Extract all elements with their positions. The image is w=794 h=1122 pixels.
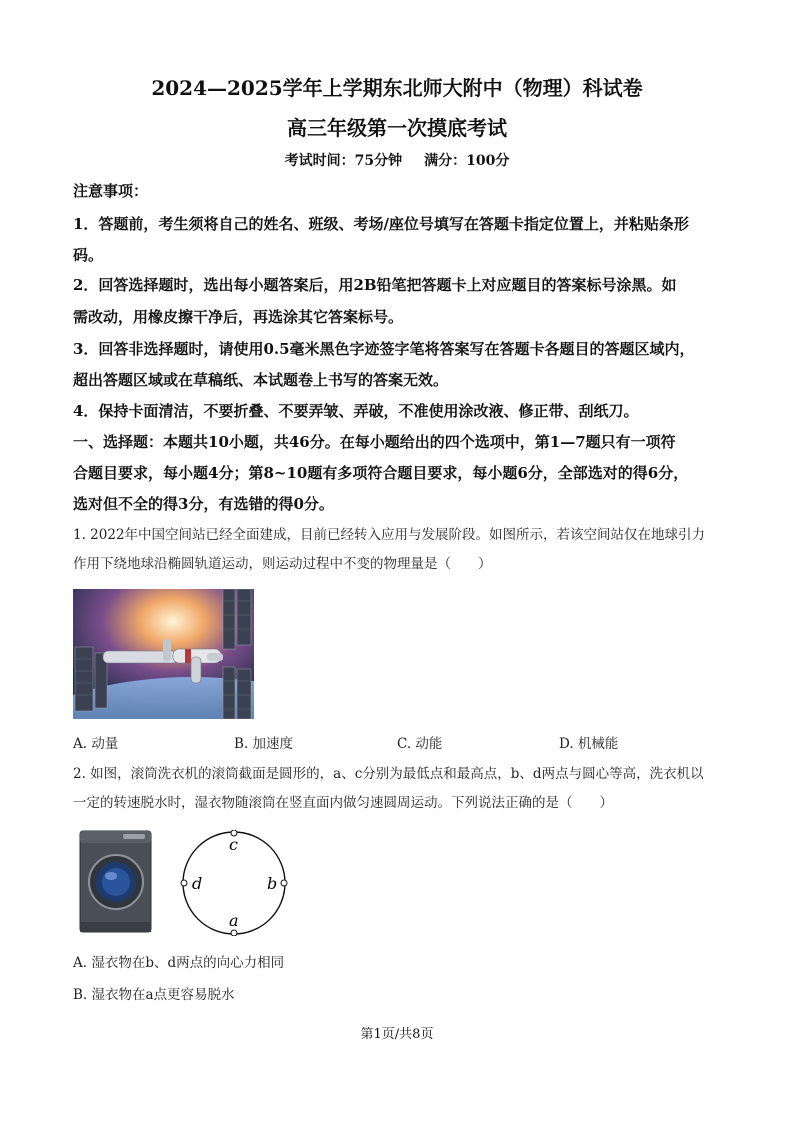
exam-title: 2024—2025学年上学期东北师大附中（物理）科试卷: [151, 76, 643, 100]
washing-machine-image: [79, 830, 152, 933]
q2-stem-line: 一定的转速脱水时，湿衣物随滚筒在竖直面内做匀速圆周运动。下列说法正确的是（ ）: [73, 795, 613, 811]
note-line: 4．保持卡面清洁，不要折叠、不要弄皱、弄破，不准使用涂改液、修正带、刮纸刀。: [73, 402, 639, 420]
space-station-image: [73, 589, 254, 719]
exam-subtitle: 高三年级第一次摸底考试: [287, 116, 507, 140]
point-d-label: d: [192, 874, 203, 893]
page-footer: 第1页/共8页: [360, 1027, 434, 1042]
q1-option-d[interactable]: D. 机械能: [559, 736, 619, 752]
point-a-label: a: [229, 911, 239, 930]
note-line: 码。: [73, 246, 104, 264]
note-line: 1．答题前，考生须将自己的姓名、班级、考场/座位号填写在答题卡指定位置上，并粘贴条形: [73, 215, 689, 233]
note-line: 超出答题区域或在草稿纸、本试题卷上书写的答案无效。: [73, 371, 449, 389]
note-line: 需改动，用橡皮擦干净后，再选涂其它答案标号。: [73, 308, 404, 326]
q2-option-b[interactable]: B. 湿衣物在a点更容易脱水: [73, 987, 235, 1003]
q2-option-a[interactable]: A. 湿衣物在b、d两点的向心力相同: [73, 955, 285, 971]
exam-time: 考试时间：75分钟: [284, 153, 403, 169]
exam-info: [0, 150, 794, 170]
section-line: 选对但不全的得3分，有选错的得0分。: [73, 495, 334, 513]
q2-stem-line: 2. 如图，滚筒洗衣机的滚筒截面是圆形的，a、c分别为最低点和最高点，b、d两点与圆心等高，洗衣机以: [73, 766, 704, 782]
point-c-label: c: [229, 835, 238, 854]
q1-option-c[interactable]: C. 动能: [397, 736, 443, 752]
drum-cross-section-diagram: [176, 830, 292, 936]
notes-heading: 注意事项：: [73, 182, 149, 200]
section-line: 一、选择题：本题共10小题，共46分。在每小题给出的四个选项中，第1—7题只有一项符: [73, 433, 676, 451]
note-line: 3．回答非选择题时，请使用0.5毫米黑色字迹签字笔将答案写在答题卡各题目的答题区域内，: [73, 340, 695, 358]
q1-option-a[interactable]: A. 动量: [73, 736, 119, 752]
section-line: 合题目要求，每小题4分；第8~10题有多项符合题目要求，每小题6分，全部选对的得6分，: [73, 464, 689, 482]
q1-stem-line: 作用下绕地球沿椭圆轨道运动，则运动过程中不变的物理量是（ ）: [73, 556, 492, 572]
point-b-label: b: [267, 874, 278, 893]
note-line: 2．回答选择题时，选出每小题答案后，用2B铅笔把答题卡上对应题目的答案标号涂黑。如: [73, 276, 677, 294]
q1-option-b[interactable]: B. 加速度: [234, 736, 294, 752]
q1-stem-line: 1. 2022年中国空间站已经全面建成，目前已经转入应用与发展阶段。如图所示，若该空间站仅在地球引力: [73, 527, 706, 543]
exam-score: 满分：100分: [424, 153, 510, 169]
